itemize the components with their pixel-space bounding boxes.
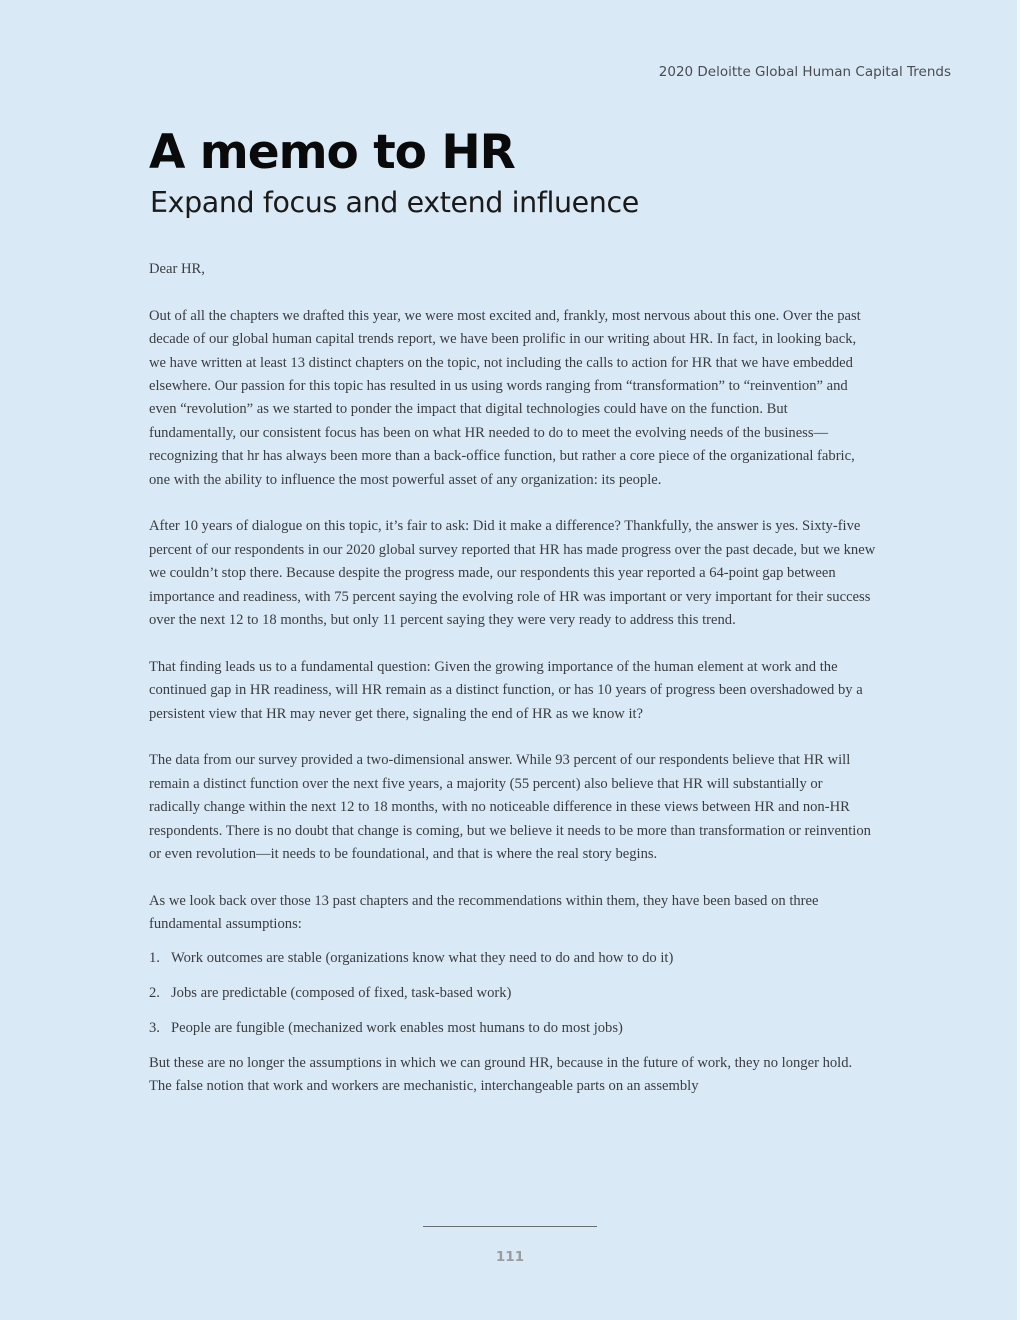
list-item xyxy=(149,982,876,1005)
list-number: 3. xyxy=(149,1019,160,1036)
page-subtitle: Expand focus and extend influence xyxy=(150,186,639,219)
list-item xyxy=(149,947,876,970)
list-number: 2. xyxy=(149,984,160,1001)
page-number: 111 xyxy=(495,1249,525,1265)
page-title: A memo to HR xyxy=(149,125,515,180)
list-text: Work outcomes are stable (organizations know what they need to do and how to do it) xyxy=(171,949,674,966)
assumptions-list xyxy=(149,947,876,1040)
paragraph: That finding leads us to a fundamental question: Given the growing importance of the human element at work and the continued gap in HR readiness, will HR remain as a distinct function, or has 10 years of progress been overshadowed by a persistent view that HR may never get there, signaling the end of HR as we know it? xyxy=(149,658,863,722)
paragraph: The data from our survey provided a two-dimensional answer. While 93 percent of our respondents believe that HR will remain a distinct function over the next five years, a majority (55 percent) also believe that HR will substantially or radically change within the next 12 to 18 months, with no noticeable difference in these views between HR and non-HR respondents. There is no doubt that change is coming, but we believe it needs to be more than transformation or reinvention or even revolution—it needs to be foundational, and that is where the real story begins. xyxy=(149,752,871,863)
list-text: Jobs are predictable (composed of fixed, task-based work) xyxy=(171,984,512,1001)
memo-body xyxy=(149,258,876,1122)
paragraph: As we look back over those 13 past chapters and the recommendations within them, they have been based on three fundamental assumptions: xyxy=(149,892,819,933)
list-item xyxy=(149,1017,876,1040)
salutation: Dear HR, xyxy=(149,261,205,277)
footer-divider xyxy=(423,1226,597,1227)
closing-paragraph: But these are no longer the assumptions in which we can ground HR, because in the future of work, they no longer hold. The false notion that work and workers are mechanistic, interchangeable parts on an assembly xyxy=(149,1054,853,1095)
list-number: 1. xyxy=(149,949,160,966)
list-text: People are fungible (mechanized work enables most humans to do most jobs) xyxy=(171,1019,623,1036)
paragraph: Out of all the chapters we drafted this year, we were most excited and, frankly, most nervous about this one. Over the past decade of our global human capital trends report, we have been prolific in our writing about HR. In fact, in looking back, we have written at least 13 distinct chapters on the topic, not including the calls to action for HR that we have embedded elsewhere. Our passion for this topic has resulted in us using words ranging from “transformation” to “reinvention” and even “revolution” as we started to ponder the impact that digital technologies could have on the function. But fundamentally, our consistent focus has been on what HR needed to do to meet the evolving needs of the business—recognizing that hr has always been more than a back-office function, but rather a core piece of the organizational fabric, one with the ability to influence the most powerful asset of any organization: its people. xyxy=(149,307,861,488)
paragraph: After 10 years of dialogue on this topic, it’s fair to ask: Did it make a difference? Thankfully, the answer is yes. Sixty-five percent of our respondents in our 2020 global survey reported that HR has made progress over the past decade, but we knew we couldn’t stop there. Because despite the progress made, our respondents this year reported a 64-point gap between importance and readiness, with 75 percent saying the evolving role of HR was important or very important for their success over the next 12 to 18 months, but only 11 percent saying they were very ready to address this trend. xyxy=(149,518,876,629)
running-head: 2020 Deloitte Global Human Capital Trends xyxy=(658,64,951,80)
